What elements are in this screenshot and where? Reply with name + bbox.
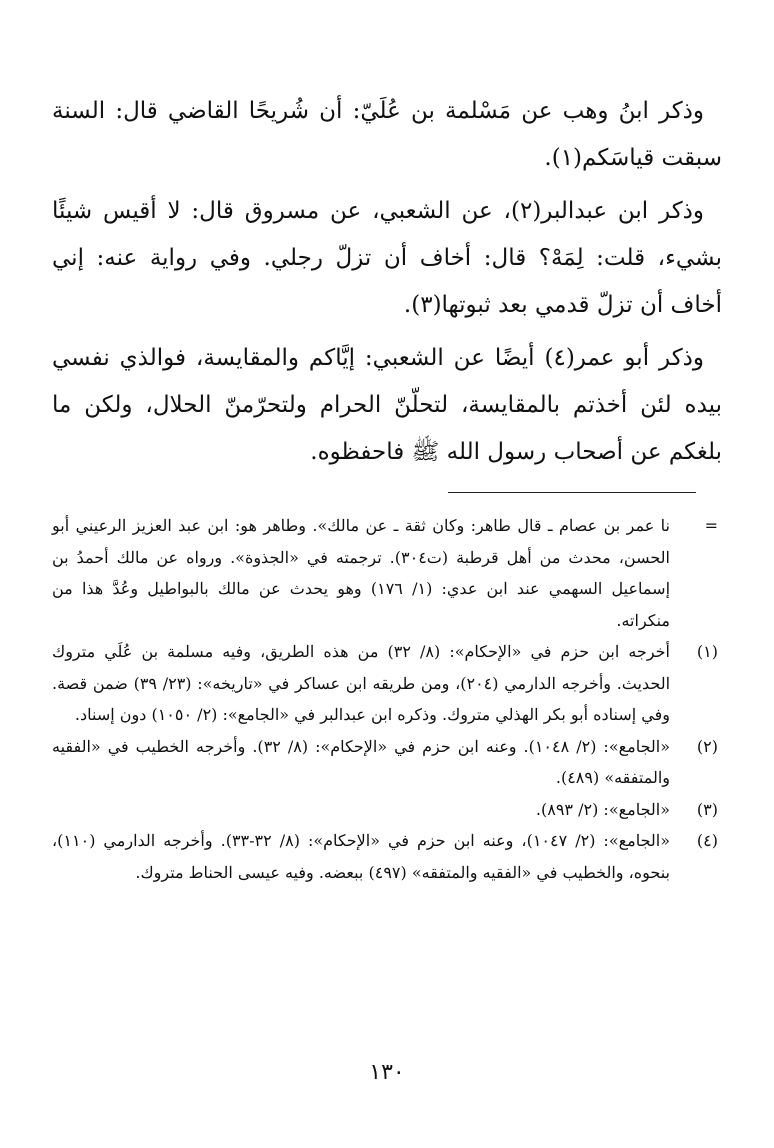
footnote-label: (٣)	[696, 799, 718, 819]
page-number: ١٣٠	[369, 1060, 405, 1085]
footnote-label: (٢)	[696, 736, 718, 756]
footnote-1	[52, 636, 722, 731]
footnote-continuation	[52, 510, 722, 636]
footnote-separator	[448, 492, 696, 493]
footnote-text: «الجامع»: (٢/ ٨٩٣).	[535, 799, 670, 819]
footnote-text: «الجامع»: (٢/ ١٠٤٧)، وعنه ابن حزم في «الإحكام»: (٨/ ٣٢-٣٣). وأخرجه الدارمي (١١٠)، بنحوه، والخطيب في «الفقيه والمتفقه» (٤٩٧) ببعضه. وفيه عيسى الحناط متروك.	[52, 831, 671, 882]
footnote-label: (١)	[696, 642, 718, 661]
paragraph-1: وذكر ابنُ وهب عن مَسْلمة بن عُلَيّ: أن شُريحًا القاضي قال: السنة سبقت قياسَكم(١).	[52, 98, 722, 171]
footnote-4	[52, 825, 722, 888]
footnote-text: نا عمر بن عصام ـ قال طاهر: وكان ثقة ـ عن مالك». وطاهر هو: ابن عبد العزيز الرعيني أبو الحسن، محدث من أهل قرطبة (ت٣٠٤). ترجمته في «الجذوة». ورواه عن مالك أحمدُ بن إسماعيل السهمي عند ابن عدي: (١/ ١٧٦) وهو يحدث عن مالك بالبواطيل وعُدَّ هذا من منكراته.	[52, 516, 671, 630]
footnote-2	[52, 731, 722, 794]
footnote-text: أخرجه ابن حزم في «الإحكام»: (٨/ ٣٢) من هذه الطريق، وفيه مسلمة بن عُلَي متروك الحديث. وأخرجه الدارمي (٢٠٤)، ومن طريقه ابن عساكر في «تاريخه»: (٢٣/ ٣٩) ضمن قصة. وفي إسناده أبو بكر الهذلي متروك. وذكره ابن عبدالبر في «الجامع»: (٢/ ١٠٥٠) دون إسناد.	[52, 642, 671, 724]
paragraph-2: وذكر ابن عبدالبر(٢)، عن الشعبي، عن مسروق قال: لا أقيس شيئًا بشيء، قلت: لِمَهْ؟ قال: أخاف أن تزلّ رجلي. وفي رواية عنه: إني أخاف أن تزلّ قدمي بعد ثبوتها(٣).	[52, 198, 722, 318]
main-text	[52, 88, 722, 482]
footnote-3	[52, 794, 722, 826]
footnotes	[52, 510, 722, 888]
footnote-text: «الجامع»: (٢/ ١٠٤٨). وعنه ابن حزم في «الإحكام»: (٨/ ٣٢). وأخرجه الخطيب في «الفقيه والمتفقه» (٤٨٩).	[52, 736, 671, 787]
footnote-label: (٤)	[696, 831, 718, 850]
footnote-label: =	[704, 516, 718, 535]
paragraph-3: وذكر أبو عمر(٤) أيضًا عن الشعبي: إيَّاكم والمقايسة، فوالذي نفسي بيده لئن أخذتم بالمقايسة، لتحلّنّ الحرام ولتحرّمنّ الحلال، ولكن ما بلغكم عن أصحاب رسول الله ﷺ فاحفظوه.	[52, 345, 722, 465]
